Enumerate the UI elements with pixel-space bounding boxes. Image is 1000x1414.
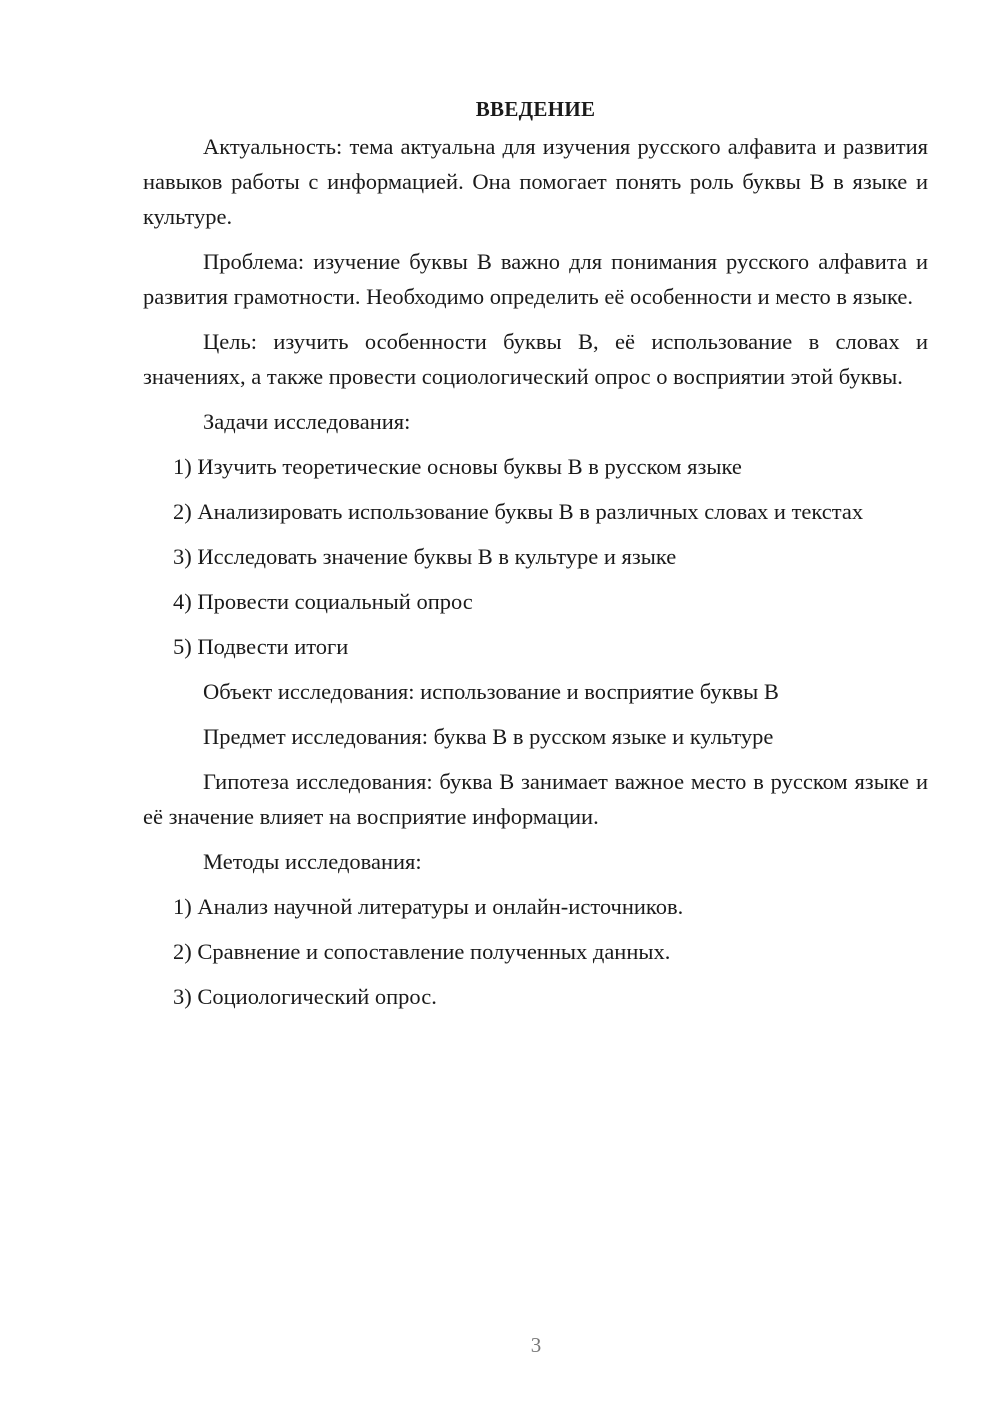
page-number: 3 — [530, 1333, 542, 1357]
hypothesis-paragraph: Гипотеза исследования: буква В занимает важное место в русском языке и её значение влияет на восприятие информации. — [143, 769, 928, 829]
object-paragraph: Объект исследования: использование и восприятие буквы В — [203, 679, 779, 704]
document-page — [143, 92, 928, 1024]
task-item-1: 1) Изучить теоретические основы буквы В в русском языке — [173, 454, 742, 479]
method-item-3: 3) Социологический опрос. — [173, 984, 437, 1009]
goal-paragraph: Цель: изучить особенности буквы В, её использование в словах и значениях, а также провести социологический опрос о восприятии этой буквы. — [143, 329, 928, 389]
methods-heading: Методы исследования: — [203, 849, 422, 874]
section-title: ВВЕДЕНИЕ — [475, 97, 596, 121]
problem-paragraph: Проблема: изучение буквы В важно для понимания русского алфавита и развития грамотности. Необходимо определить её особенности и место в языке. — [143, 249, 928, 309]
task-item-3: 3) Исследовать значение буквы В в культуре и языке — [173, 544, 677, 569]
task-item-4: 4) Провести социальный опрос — [173, 589, 473, 614]
method-item-2: 2) Сравнение и сопоставление полученных данных. — [173, 939, 671, 964]
tasks-heading: Задачи исследования: — [203, 409, 411, 434]
task-item-2: 2) Анализировать использование буквы В в различных словах и текстах — [173, 499, 864, 524]
method-item-1: 1) Анализ научной литературы и онлайн-источников. — [173, 894, 684, 919]
task-item-5: 5) Подвести итоги — [173, 634, 349, 659]
relevance-paragraph: Актуальность: тема актуальна для изучения русского алфавита и развития навыков работы с информацией. Она помогает понять роль буквы В в языке и культуре. — [143, 134, 928, 229]
subject-paragraph: Предмет исследования: буква В в русском языке и культуре — [203, 724, 774, 749]
